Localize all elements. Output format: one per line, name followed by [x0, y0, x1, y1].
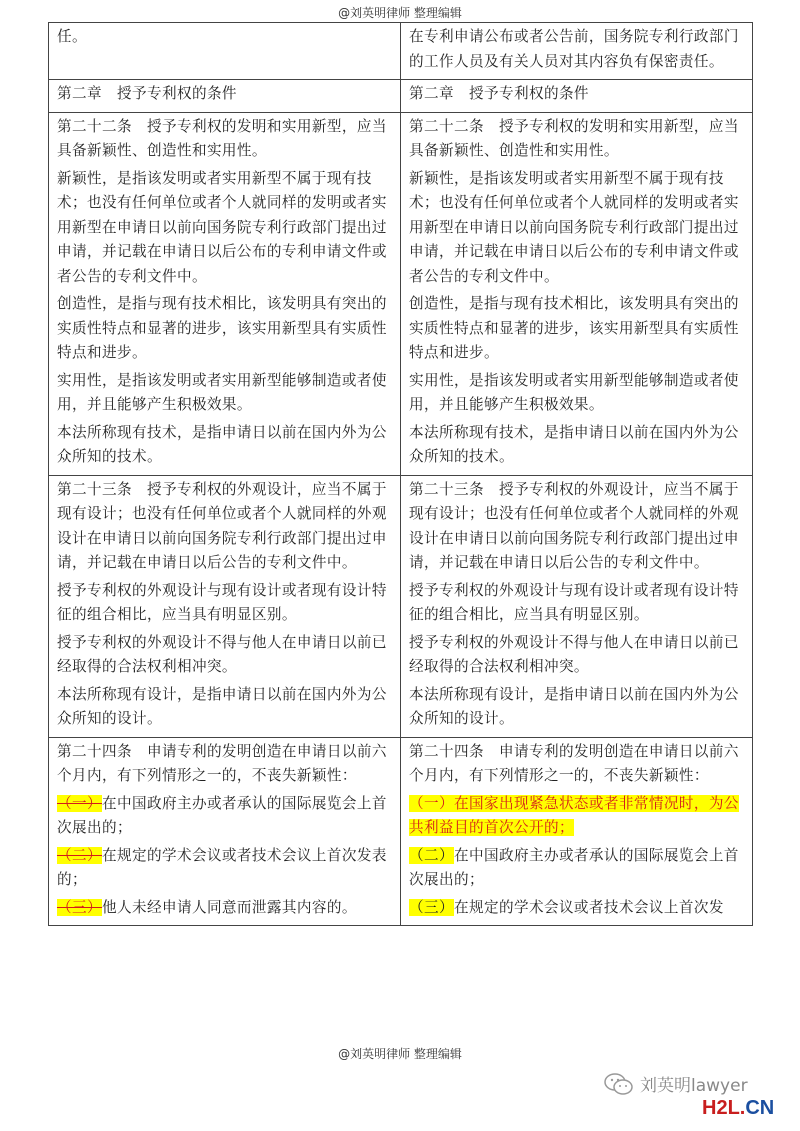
table-row	[49, 475, 753, 737]
list-item-text: 他人未经申请人同意而泄露其内容的。	[101, 898, 357, 916]
paragraph: 第二十二条 授予专利权的发明和实用新型，应当具备新颖性、创造性和实用性。	[57, 117, 387, 159]
paragraph: 第二十三条 授予专利权的外观设计，应当不属于现有设计；也没有任何单位或者个人就同样的外观设计在申请日以前向国务院专利行政部门提出过申请，并记载在申请日以后公告的专利文件中。	[409, 480, 739, 571]
paragraph: 授予专利权的外观设计与现有设计或者现有设计特征的组合相比，应当具有明显区别。	[409, 581, 739, 623]
item-number: （三）	[409, 898, 454, 916]
left-cell	[49, 737, 401, 926]
comparison-table	[48, 22, 753, 926]
deleted-number: （一）	[57, 794, 102, 812]
wechat-icon	[604, 1073, 634, 1095]
list-item	[409, 792, 746, 841]
paragraph: 实用性，是指该发明或者实用新型能够制造或者使用，并且能够产生积极效果。	[409, 371, 739, 413]
deleted-number: （二）	[57, 846, 102, 864]
site-logo	[702, 1097, 774, 1120]
table-row	[49, 23, 753, 80]
paragraph: 授予专利权的外观设计与现有设计或者现有设计特征的组合相比，应当具有明显区别。	[57, 581, 387, 623]
paragraph: 第二十二条 授予专利权的发明和实用新型，应当具备新颖性、创造性和实用性。	[409, 117, 739, 159]
list-item	[57, 896, 394, 921]
list-item	[409, 896, 746, 921]
new-item-highlight: （一）在国家出现紧急状态或者非常情况时，为公共利益目的首次公开的；	[409, 794, 739, 836]
list-item-text: 在规定的学术会议或者技术会议上首次发	[453, 898, 724, 916]
logo-part: .	[739, 1097, 746, 1119]
paragraph: 第二十四条 申请专利的发明创造在申请日以前六个月内，有下列情形之一的，不丧失新颖性：	[57, 742, 387, 784]
paragraph: 新颖性，是指该发明或者实用新型不属于现有技术；也没有任何单位或者个人就同样的发明或者实用新型在申请日以前向国务院专利行政部门提出过申请，并记载在申请日以后公布的专利申请文件或者公告的专利文件中。	[409, 169, 739, 285]
item-number: （二）	[409, 846, 454, 864]
watermark	[604, 1071, 748, 1096]
list-item	[57, 844, 394, 893]
page-header: @刘英明律师 整理编辑	[338, 6, 462, 20]
deleted-number: （三）	[57, 898, 102, 916]
watermark-text: 刘英明lawyer	[640, 1076, 748, 1096]
right-cell	[401, 475, 753, 737]
right-cell	[401, 80, 753, 113]
left-cell	[49, 112, 401, 475]
left-cell	[49, 23, 401, 80]
table-row	[49, 80, 753, 113]
right-cell	[401, 23, 753, 80]
paragraph: 创造性，是指与现有技术相比，该发明具有突出的实质性特点和显著的进步，该实用新型具有实质性特点和进步。	[409, 295, 739, 361]
paragraph: 本法所称现有设计，是指申请日以前在国内外为公众所知的设计。	[409, 685, 739, 727]
paragraph: 新颖性，是指该发明或者实用新型不属于现有技术；也没有任何单位或者个人就同样的发明或者实用新型在申请日以前向国务院专利行政部门提出过申请，并记载在申请日以后公布的专利申请文件或者公告的专利文件中。	[57, 169, 387, 285]
paragraph: 本法所称现有技术，是指申请日以前在国内外为公众所知的技术。	[409, 423, 739, 465]
page-footer: @刘英明律师 整理编辑	[338, 1047, 462, 1061]
paragraph: 任。	[57, 28, 87, 45]
paragraph: 授予专利权的外观设计不得与他人在申请日以前已经取得的合法权利相冲突。	[409, 633, 739, 675]
list-item-text: 在中国政府主办或者承认的国际展览会上首次展出的；	[409, 846, 739, 888]
paragraph: 实用性，是指该发明或者实用新型能够制造或者使用，并且能够产生积极效果。	[57, 371, 387, 413]
paragraph: 创造性，是指与现有技术相比，该发明具有突出的实质性特点和显著的进步，该实用新型具有实质性特点和进步。	[57, 295, 387, 361]
paragraph: 第二十三条 授予专利权的外观设计，应当不属于现有设计；也没有任何单位或者个人就同样的外观设计在申请日以前向国务院专利行政部门提出过申请，并记载在申请日以后公告的专利文件中。	[57, 480, 387, 571]
paragraph: 第二十四条 申请专利的发明创造在申请日以前六个月内，有下列情形之一的，不丧失新颖性：	[409, 742, 739, 784]
logo-part: CN	[745, 1097, 775, 1119]
left-cell	[49, 80, 401, 113]
list-item	[409, 844, 746, 893]
paragraph: 授予专利权的外观设计不得与他人在申请日以前已经取得的合法权利相冲突。	[57, 633, 387, 675]
table-row-article-24	[49, 737, 753, 926]
paragraph: 第二章 授予专利权的条件	[57, 85, 237, 102]
paragraph: 第二章 授予专利权的条件	[409, 85, 589, 102]
logo-part: H2L	[702, 1097, 740, 1119]
paragraph: 在专利申请公布或者公告前，国务院专利行政部门的工作人员及有关人员对其内容负有保密责任。	[409, 28, 739, 70]
left-cell	[49, 475, 401, 737]
right-cell	[401, 112, 753, 475]
list-item-text: 在中国政府主办或者承认的国际展览会上首次展出的；	[57, 794, 387, 836]
paragraph: 本法所称现有设计，是指申请日以前在国内外为公众所知的设计。	[57, 685, 387, 727]
list-item	[57, 792, 394, 841]
right-cell	[401, 737, 753, 926]
paragraph: 本法所称现有技术，是指申请日以前在国内外为公众所知的技术。	[57, 423, 387, 465]
table-row	[49, 112, 753, 475]
list-item-text: 在规定的学术会议或者技术会议上首次发表的；	[57, 846, 387, 888]
